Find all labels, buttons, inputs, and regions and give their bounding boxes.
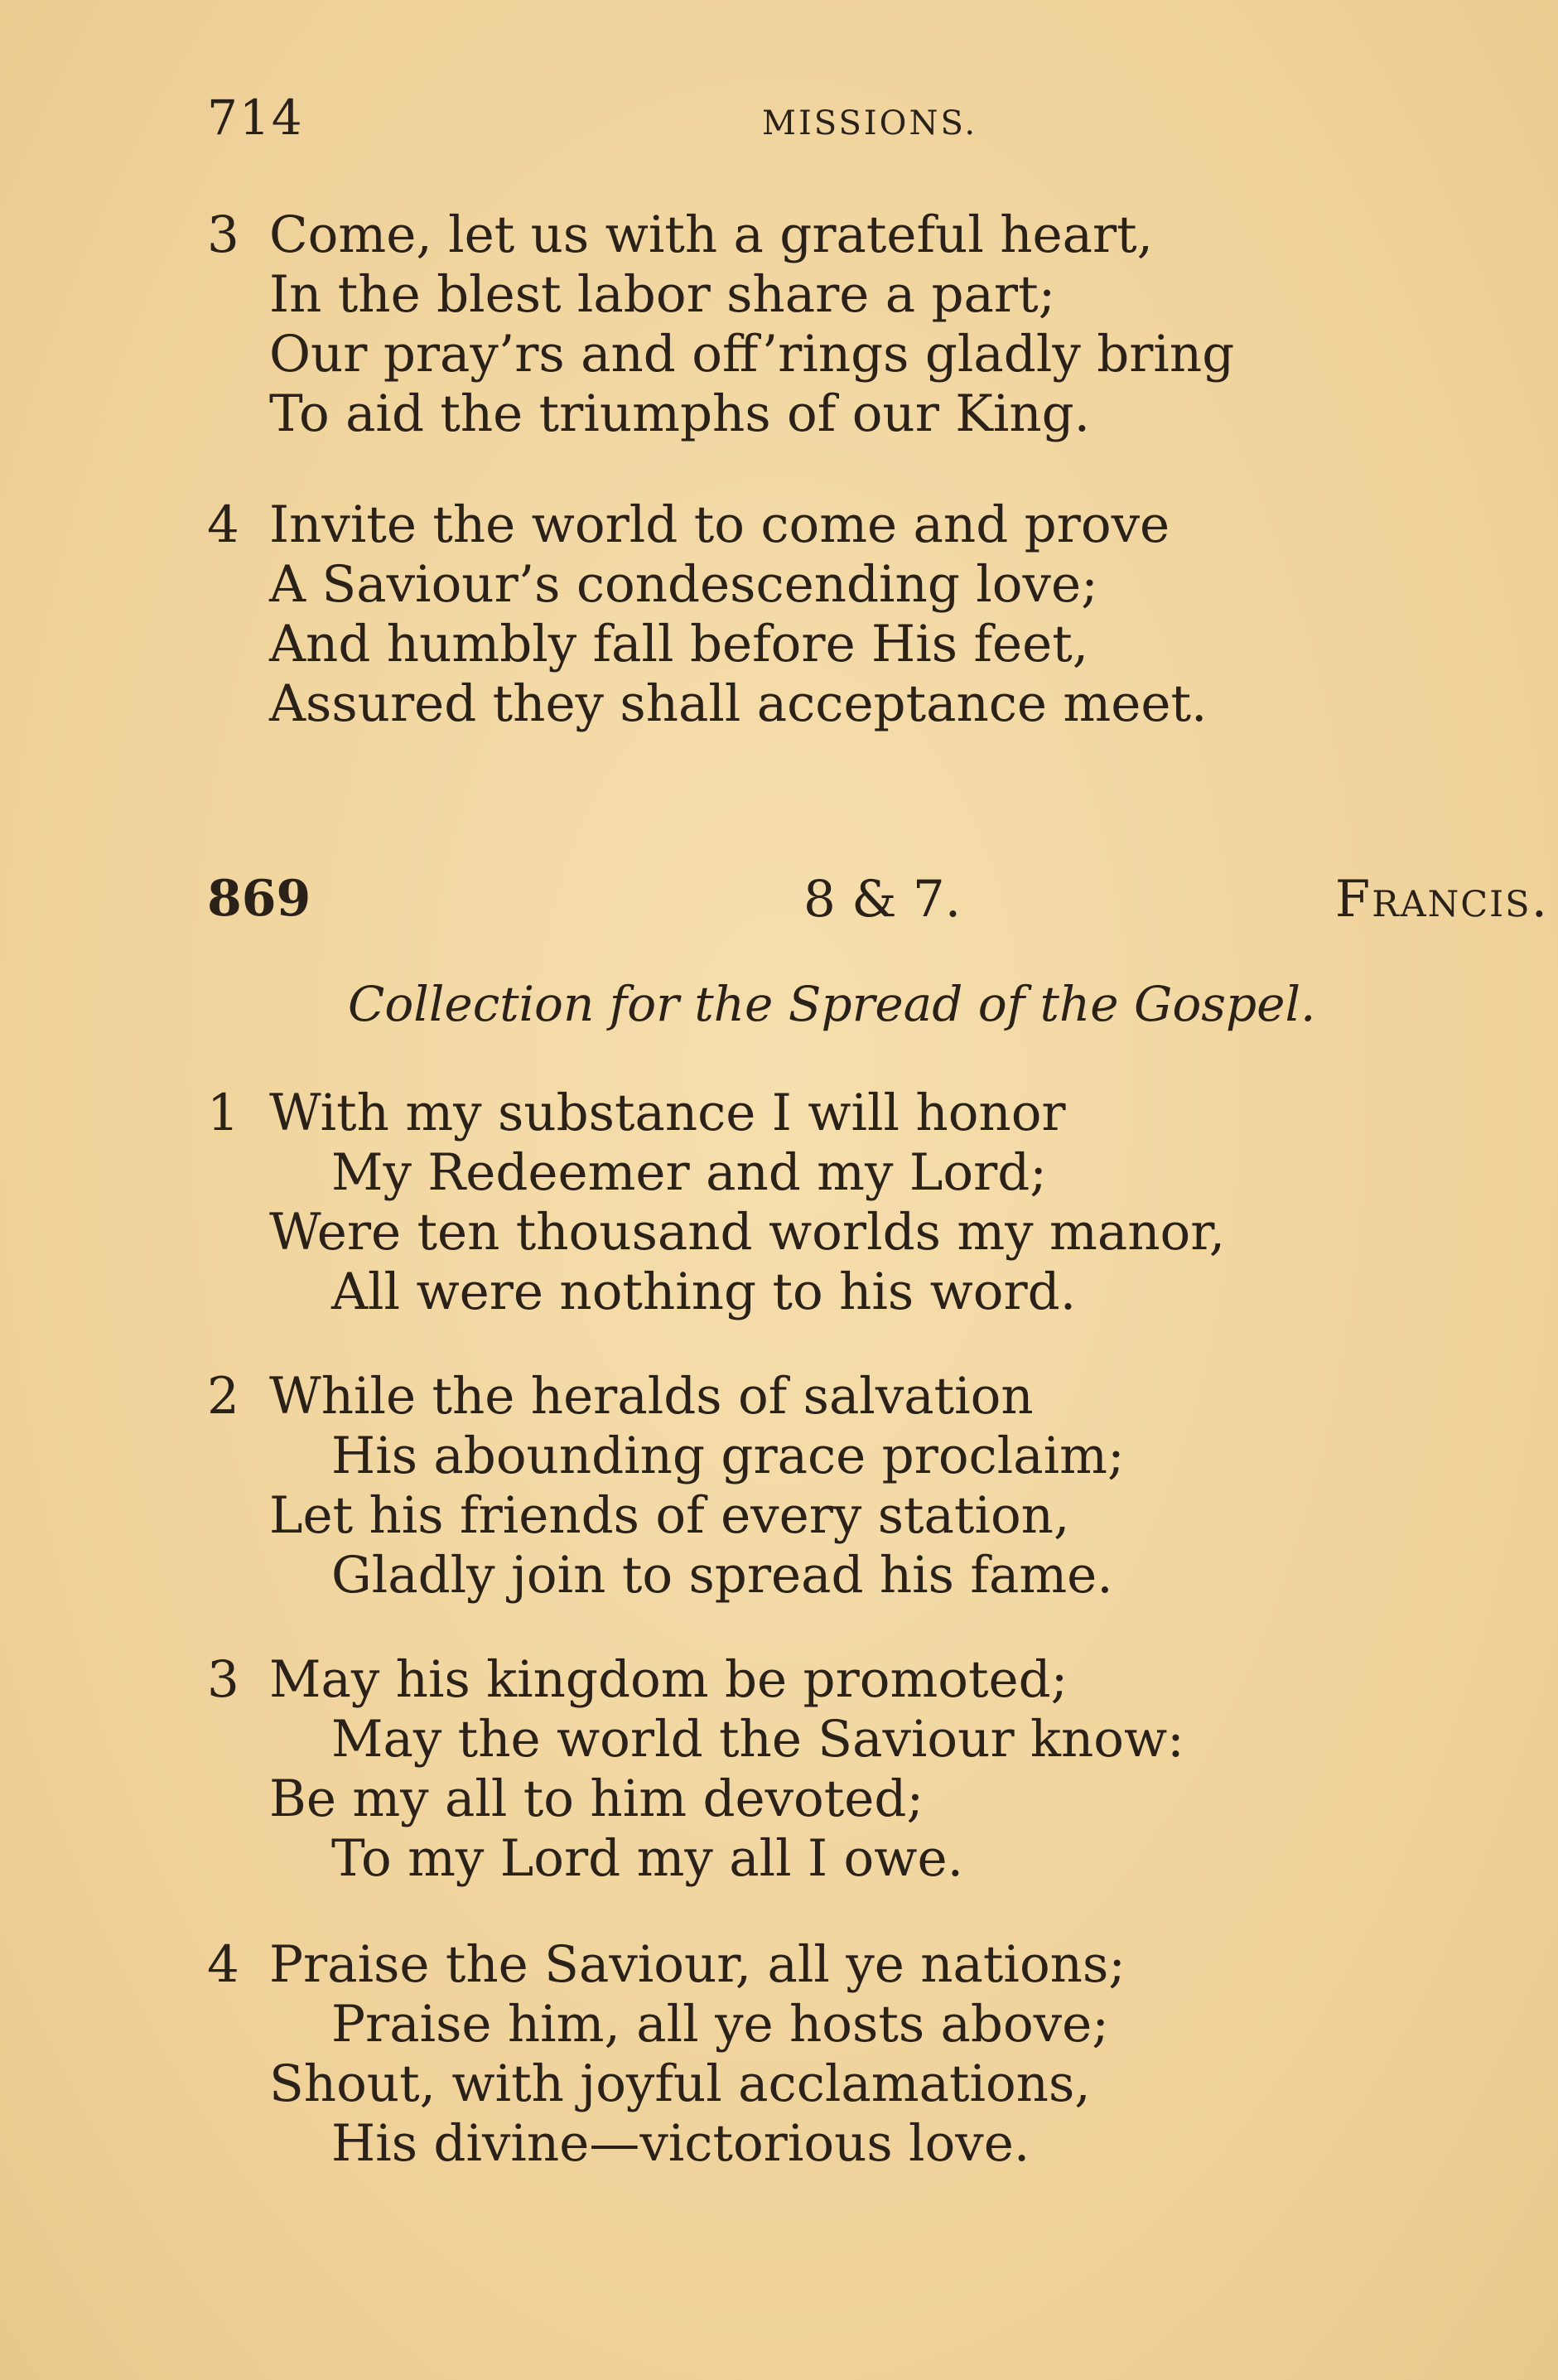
verse-line: May his kingdom be promoted; bbox=[269, 1650, 1068, 1709]
page-number: 714 bbox=[207, 89, 304, 146]
verse-line: Praise the Saviour, all ye nations; bbox=[269, 1935, 1126, 1994]
verse-line: Praise him, all ye hosts above; bbox=[331, 1995, 1109, 2054]
verse-line: Let his friends of every station, bbox=[269, 1486, 1070, 1545]
stanza-number: 1 bbox=[207, 1084, 239, 1142]
verse-line: A Saviour’s condescending love; bbox=[269, 555, 1098, 614]
verse-line: Come, let us with a grateful heart, bbox=[269, 205, 1154, 264]
stanza-number: 3 bbox=[207, 1650, 239, 1709]
verse-line: And humbly fall before His feet, bbox=[269, 615, 1089, 673]
stanza-number: 4 bbox=[207, 495, 239, 554]
page-header bbox=[207, 89, 1483, 156]
verse-line: To aid the triumphs of our King. bbox=[269, 384, 1091, 443]
verse-line: Be my all to him devoted; bbox=[269, 1769, 924, 1828]
verse-line: Were ten thousand worlds my manor, bbox=[269, 1203, 1226, 1262]
hymn-header bbox=[207, 870, 1549, 936]
verse-line: My Redeemer and my Lord; bbox=[331, 1143, 1047, 1202]
verse-line: Assured they shall acceptance meet. bbox=[269, 674, 1208, 733]
verse-line: His divine—victorious love. bbox=[331, 2114, 1030, 2173]
verse-line: To my Lord my all I owe. bbox=[331, 1829, 963, 1888]
verse-line: His abounding grace proclaim; bbox=[331, 1427, 1125, 1485]
hymn-meter: 8 & 7. bbox=[803, 870, 962, 929]
verse-line: Shout, with joyful acclamations, bbox=[269, 2054, 1091, 2113]
hymn-tune: Francis. bbox=[1334, 870, 1549, 929]
stanza-number: 3 bbox=[207, 205, 239, 264]
stanza-number: 2 bbox=[207, 1367, 239, 1426]
verse-line: Gladly join to spread his fame. bbox=[331, 1546, 1113, 1605]
verse-line: In the blest labor share a part; bbox=[269, 265, 1056, 324]
verse-line: With my substance I will honor bbox=[269, 1084, 1066, 1142]
verse-line: While the heralds of salvation bbox=[269, 1367, 1034, 1426]
verse-line: All were nothing to his word. bbox=[331, 1262, 1077, 1321]
hymn-number: 869 bbox=[207, 870, 311, 928]
stanza-number: 4 bbox=[207, 1935, 239, 1994]
verse-line: Our pray’rs and off’rings gladly bring bbox=[269, 325, 1235, 384]
running-head: MISSIONS. bbox=[762, 104, 978, 142]
hymn-subtitle: Collection for the Spread of the Gospel. bbox=[348, 976, 1316, 1032]
verse-line: Invite the world to come and prove bbox=[269, 495, 1170, 554]
verse-line: May the world the Saviour know: bbox=[331, 1710, 1184, 1769]
